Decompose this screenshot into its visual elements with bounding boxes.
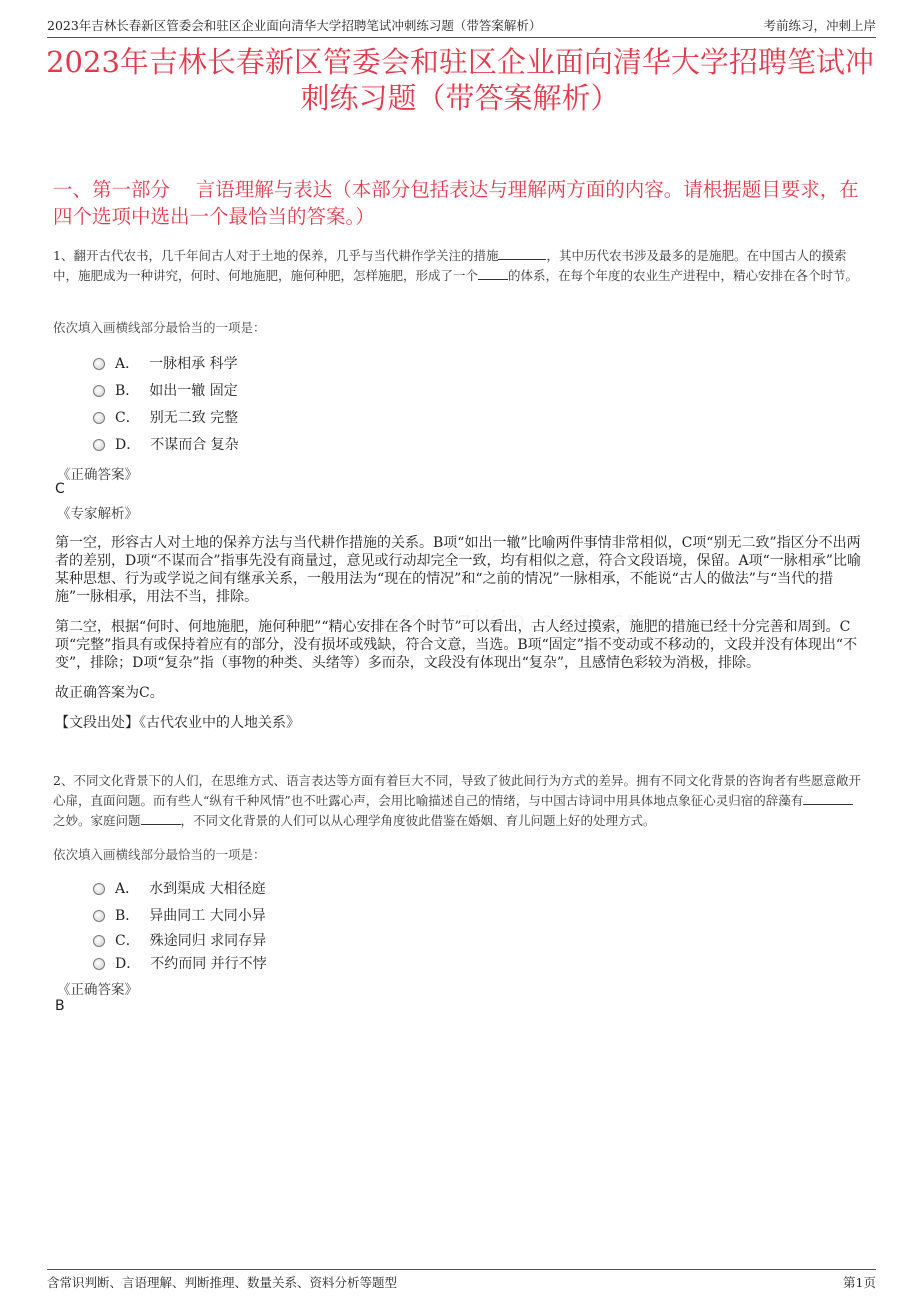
question-2-part-a: 2、不同文化背景下的人们，在思维方式、语言表达等方面有着巨大不同，导致了彼此间行为方式的差异。拥有不同文化背景的咨询者有些愿意敞开心扉，直面问题。而有些人“纵有千种风情”也不吐露心声，会用比喻描述自己的情绪，与中国古诗词中用具体地点象征心灵归宿的辞藻有 [53,773,861,808]
question-2-part-b: 之妙。家庭问题 [53,813,141,828]
analysis-paragraph: 第一空，形容古人对土地的保养方法与当代耕作措施的关系。B项“如出一辙”比喻两件事情非常相似，C项“别无二致”指区分不出两者的差别，D项“不谋而合”指事先没有商量过，意见或行动却完全一致，均有相似之意，符合文段语境，保留。A项“一脉相承”比喻某种思想、行为或学说之间有继承关系，一般用法为“现在的情况”和“之前的情况”一脉相承，不能说“古人的做法”与“当代的措施”一脉相承，用法不当，排除。 [55,535,861,605]
radio-icon[interactable] [93,439,105,451]
expert-analysis [55,534,865,744]
radio-icon[interactable] [93,910,105,922]
option-b[interactable] [93,901,267,928]
page-number: 第1页 [843,1275,876,1290]
option-label: C． [115,409,140,426]
option-text: 异曲同工 大同小异 [149,907,266,924]
option-text: 不约而同 并行不悖 [150,955,267,972]
option-label: A． [115,355,140,372]
fill-blank [141,812,181,825]
radio-icon[interactable] [93,385,105,397]
radio-icon[interactable] [93,412,105,424]
radio-icon[interactable] [93,958,105,970]
option-label: B． [115,907,140,924]
radio-icon[interactable] [93,358,105,370]
option-label: D． [115,955,141,972]
option-a[interactable] [93,349,239,376]
page-header [47,10,876,38]
expert-analysis-tag: 《专家解析》 [57,506,138,522]
option-text: 不谋而合 复杂 [150,436,239,453]
fill-blank [498,247,546,260]
question-1-part-a: 1、翻开古代农书，几千年间古人对于土地的保养，几乎与当代耕作学关注的措施 [53,248,499,263]
question-1-instruction: 依次填入画横线部分最恰当的一项是： [53,320,266,335]
option-c[interactable] [93,403,239,430]
option-label: A． [115,880,140,897]
watermark [380,606,644,636]
option-a[interactable] [93,874,267,901]
question-1-text [53,246,865,286]
question-2-text [53,771,865,831]
analysis-conclusion: 故正确答案为C。 [55,685,164,701]
header-doc-title: 2023年吉林长春新区管委会和驻区企业面向清华大学招聘笔试冲刺练习题（带答案解析） [47,18,542,33]
question-2-instruction: 依次填入画横线部分最恰当的一项是： [53,847,266,862]
correct-answer-tag: 《正确答案》 [57,467,138,483]
page-footer [47,1269,876,1291]
radio-icon[interactable] [93,883,105,895]
option-text: 水到渠成 大相径庭 [149,880,266,897]
analysis-paragraph: 第二空，根据“何时、何地施肥，施何种肥”“精心安排在各个时节”可以看出，古人经过摸索，施肥的措施已经十分完善和周到。C项“完整”指具有或保持着应有的部分，没有损坏或残缺，符合文意，当选。B项“固定”指不变动或不移动的，文段并没有体现出“不变”，排除；D项“复杂”指（事物的种类、头绪等）多而杂，文段没有体现出“复杂”，且感情色彩较为消极，排除。 [55,619,858,671]
header-slogan: 考前练习，冲刺上岸 [763,18,876,33]
correct-answer: C [55,481,65,497]
footer-description: 含常识判断、言语理解、判断推理、数量关系、资料分析等题型 [47,1275,398,1290]
question-1-options [93,349,239,457]
fill-blank [803,792,853,805]
option-label: D． [115,436,141,453]
option-label: C． [115,932,140,949]
option-d[interactable] [93,430,239,457]
question-2-part-c: ，不同文化背景的人们可以从心理学角度彼此借鉴在婚姻、育儿问题上好的处理方式。 [180,813,656,828]
option-label: B． [115,382,140,399]
option-text: 如出一辙 固定 [149,382,238,399]
option-text: 一脉相承 科学 [149,355,238,372]
option-b[interactable] [93,376,239,403]
option-d[interactable] [93,951,267,974]
question-1-part-b: ，其中历代农书涉及最多的是施肥。在中国古人的摸索中，施肥成为一种讲究，何时、何地施肥，施何种肥，怎样施肥，形成了一个 [53,248,847,283]
fill-blank [478,267,508,280]
correct-answer: B [55,998,65,1014]
correct-answer-tag: 《正确答案》 [57,982,138,998]
text-source: 【文段出处】《古代农业中的人地关系》 [55,715,300,731]
radio-icon[interactable] [93,935,105,947]
question-1-part-c: 的体系，在每个年度的农业生产进程中，精心安排在各个时节。 [508,268,859,283]
option-c[interactable] [93,928,267,951]
question-2-options [93,874,267,974]
option-text: 殊途同归 求同存异 [149,932,267,949]
option-text: 别无二致 完整 [149,409,239,426]
section-heading: 一、第一部分 言语理解与表达（本部分包括表达与理解两方面的内容。请根据题目要求，在四个选项中选出一个最恰当的答案。） [53,178,859,228]
document-title: 2023年吉林长春新区管委会和驻区企业面向清华大学招聘笔试冲刺练习题（带答案解析） [46,45,874,115]
